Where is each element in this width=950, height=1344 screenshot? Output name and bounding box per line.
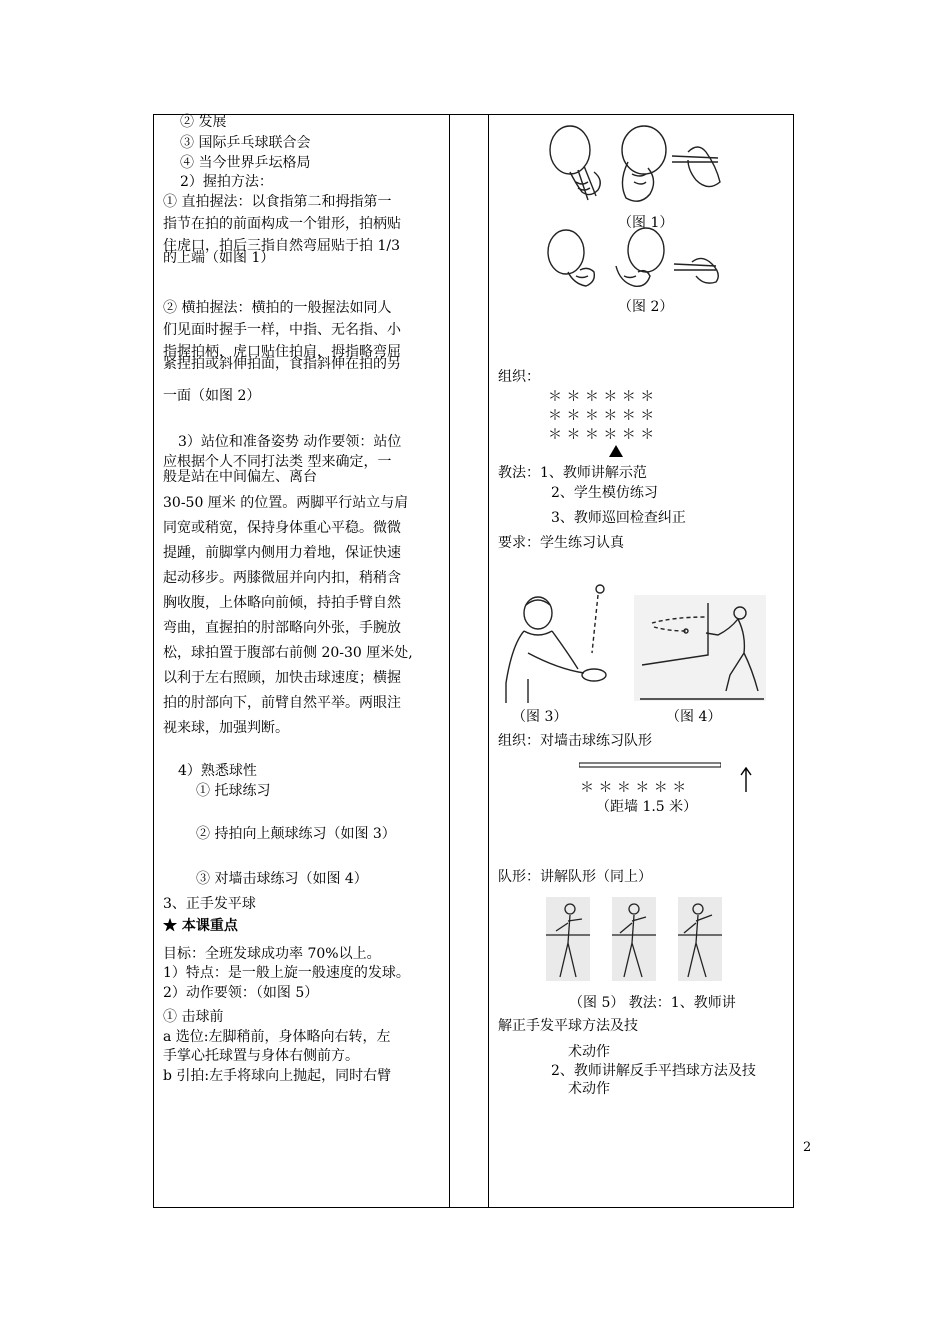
method-line: 术动作 xyxy=(568,1081,610,1097)
text-line: 提踵，前脚掌内侧用力着地，保证快速 xyxy=(163,545,401,561)
arrow-up-icon xyxy=(740,766,752,792)
grip-figure-1-image xyxy=(548,122,728,214)
figure-1-caption: （图 1） xyxy=(618,215,674,231)
figure-4-caption: （图 4） xyxy=(666,709,722,725)
text-line: 3、正手发平球 xyxy=(163,896,256,912)
text-line: ② 发展 xyxy=(180,114,227,130)
text-line: 的上端（如图 1） xyxy=(163,250,275,266)
page-number: 2 xyxy=(803,1140,812,1155)
formation-row-1: ＊ ＊ ＊ ＊ ＊ ＊ xyxy=(548,389,655,405)
text-line: ① 直拍握法：以食指第二和拇指第一 xyxy=(163,194,392,210)
text-line: ② 横拍握法：横拍的一般握法如同人 xyxy=(163,300,392,316)
distance-note: （距墙 1.5 米） xyxy=(596,799,698,815)
method-line: 教法：1、教师讲解示范 xyxy=(498,465,647,481)
text-line: ④ 当今世界乒坛格局 xyxy=(180,155,311,171)
figure-3-caption: （图 3） xyxy=(512,709,568,725)
grip-figure-2-image xyxy=(546,226,728,298)
organization-wall-line: 组织：对墙击球练习队形 xyxy=(498,733,652,749)
method-line: 解正手发平球方法及技 xyxy=(498,1018,638,1034)
text-line: 3）站位和准备姿势 动作要领：站位 xyxy=(178,434,402,450)
column-divider-2 xyxy=(488,114,489,1208)
text-line: 1）特点：是一般上旋一般速度的发球。 xyxy=(163,965,410,981)
forehand-serve-figure-image xyxy=(546,897,726,983)
method-line: 2、学生模仿练习 xyxy=(551,485,658,501)
wall-practice-figure-image xyxy=(634,595,766,701)
text-line: 手掌心托球置与身体右侧前方。 xyxy=(163,1048,359,1064)
text-line: ① 托球练习 xyxy=(196,783,271,799)
text-line: 指节在拍的前面构成一个钳形，拍柄贴 xyxy=(163,216,401,232)
queue-line: 队形：讲解队形（同上） xyxy=(498,869,652,885)
text-line: 松，球拍置于腹部右前侧 20-30 厘米处, xyxy=(163,645,413,661)
text-line: 紧捏拍或斜伸拍面，食指斜伸在拍的另 xyxy=(163,356,401,372)
figure-2-caption: （图 2） xyxy=(618,299,674,315)
text-line: 拍的肘部向下，前臂自然平举。两眼注 xyxy=(163,695,401,711)
text-line: 指握拍柄，虎口贴住拍肩，拇指略弯屈 xyxy=(163,344,401,360)
triangle-up-icon xyxy=(609,445,623,457)
organization-label: 组织： xyxy=(498,369,540,385)
text-line: ③ 国际乒乓球联合会 xyxy=(180,135,311,151)
method-line: 3、教师巡回检查纠正 xyxy=(551,510,686,526)
method-line: 2、教师讲解反手平挡球方法及技 xyxy=(551,1063,756,1079)
text-line: 一面（如图 2） xyxy=(163,388,261,404)
text-line: 30-50 厘米 的位置。两脚平行站立与肩 xyxy=(163,495,409,511)
text-line: b 引拍:左手将球向上抛起，同时右臂 xyxy=(163,1068,392,1084)
column-divider-1 xyxy=(449,114,450,1208)
text-line: 胸收腹，上体略向前倾，持拍手臂自然 xyxy=(163,595,401,611)
text-line: 弯曲，直握拍的肘部略向外张，手腕放 xyxy=(163,620,401,636)
wall-formation-row: ＊ ＊ ＊ ＊ ＊ ＊ xyxy=(580,780,687,796)
text-line: 4）熟悉球性 xyxy=(178,763,257,779)
formation-row-3: ＊ ＊ ＊ ＊ ＊ ＊ xyxy=(548,427,655,443)
text-line: 视来球，加强判断。 xyxy=(163,720,289,736)
wall-bar-image xyxy=(579,762,721,768)
method-line: 术动作 xyxy=(568,1044,610,1060)
text-line: ① 击球前 xyxy=(163,1009,224,1025)
text-line: ③ 对墙击球练习（如图 4） xyxy=(196,871,368,887)
bounce-practice-figure-image xyxy=(498,583,612,705)
text-line: 以利于左右照顾，加快击球速度；横握 xyxy=(163,670,401,686)
text-line: 同宽或稍宽，保持身体重心平稳。微微 xyxy=(163,520,401,536)
text-line: 2）动作要领：（如图 5） xyxy=(163,985,319,1001)
text-line: 住虎口，拍后三指自然弯屈贴于拍 1/3 xyxy=(163,238,400,254)
text-line: 目标：全班发球成功率 70%以上。 xyxy=(163,946,381,962)
text-line: 们见面时握手一样，中指、无名指、小 xyxy=(163,322,401,338)
figure-5-line: （图 5） 教法：1、教师讲 xyxy=(569,995,736,1011)
requirement-line: 要求：学生练习认真 xyxy=(498,535,624,551)
formation-row-2: ＊ ＊ ＊ ＊ ＊ ＊ xyxy=(548,408,655,424)
section-heading: ★ 本课重点 xyxy=(163,918,238,934)
text-line: a 选位:左脚稍前，身体略向右转，左 xyxy=(163,1029,391,1045)
text-line: 应根据个人不同打法类 型来确定，一 xyxy=(163,454,392,470)
text-line: 2）握拍方法： xyxy=(180,174,273,190)
text-line: ② 持拍向上颠球练习（如图 3） xyxy=(196,826,396,842)
text-line: 起动移步。两膝微屈并向内扣，稍稍含 xyxy=(163,570,401,586)
text-line: 般是站在中间偏左、离台 xyxy=(163,469,317,485)
